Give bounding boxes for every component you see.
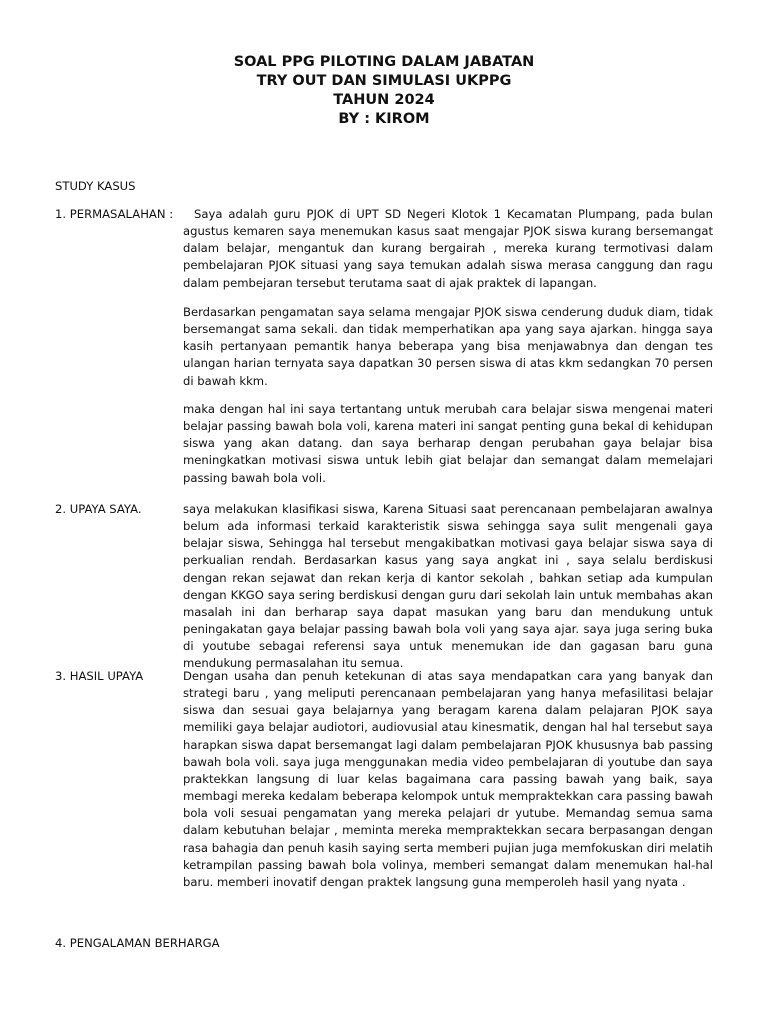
section-1-paragraph-1: Saya adalah guru PJOK di UPT SD Negeri Klotok 1 Kecamatan Plumpang, pada bulan agustus kemaren saya menemukan kasus saat mengajar PJOK siswa kurang bersemangat dalam belajar, mengantuk dan kurang bergairah , mereka kurang termotivasi dalam pembelajaran PJOK situasi yang saya temukan adalah siswa merasa canggung dan ragu dalam pembejaran tersebut terutama saat di ajak praktek di lapangan. <box>183 207 713 290</box>
study-case-heading: STUDY KASUS <box>55 179 136 193</box>
section-3-paragraph-1: Dengan usaha dan penuh ketekunan di atas saya mendapatkan cara yang banyak dan strategi baru , yang meliputi perencanaan pembelajaran yang hanya mefasilitasi belajar siswa dan sesuai gaya belajarnya yang beragam karena dalam pelajaran PJOK saya memiliki gaya belajar audiotori, audiovusial atau kinesmatik, dengan hal hal tersebut saya harapkan siswa dapat bersemangat lagi dalam pembelajaran PJOK khususnya bab passing bawah bola voli. saya juga menggunakan media video pembelajaran di youtube dan saya praktekkan langsung di luar kelas bagaimana cara passing bawah yang baik, saya membagi mereka kedalam beberapa kelompok untuk mempraktekkan cara passing bawah bola voli sesuai pengamatan yang mereka pelajari dr yutube. Memandag semua sama dalam kebutuhan belajar , meminta mereka mempraktekkan secara berpasangan dengan rasa bahagia dan penuh kasih saying serta memberi pujian juga memfokuskan diri melatih ketrampilan passing bawah bola volinya, memberi semangat dalam menemukan hal-hal baru. memberi inovatif dengan praktek langsung guna memperoleh hasil yang nyata . <box>183 669 713 889</box>
title-line-1: SOAL PPG PILOTING DALAM JABATAN <box>233 54 535 70</box>
title-line-2: TRY OUT DAN SIMULASI UKPPG <box>256 73 512 89</box>
section-2-paragraph-1: saya melakukan klasifikasi siswa, Karena Situasi saat perencanaan pembelajaran awalnya belum ada informasi terkaid karakteristik siswa sehingga saya sulit mengenali gaya belajar siswa, Sehingga hal tersebut mengakibatkan motivasi gaya belajar siswa saya di perkualian rendah. Berdasarkan kasus yang saya angkat ini , saya selalu berdiskusi dengan rekan sejawat dan rekan kerja di kantor sekolah , bahkan setiap ada kumpulan dengan KKGO saya sering berdiskusi dengan guru dari sekolah lain untuk membahas akan masalah ini dan berharap saya dapat masukan yang baru dan mendukung untuk peningakatan gaya belajar passing bawah bola voli yang saya ajar. saya juga sering buka di youtube sebagai referensi saya untuk menemukan ide dan gagasan baru guna mendukung permasalahan itu semua. <box>183 502 713 671</box>
section-1-paragraph-2: Berdasarkan pengamatan saya selama mengajar PJOK siswa cenderung duduk diam, tidak bersemangat sama sekali. dan tidak memperhatikan apa yang saya ajarkan. hingga saya kasih pertanyaan pemantik hanya beberapa yang bisa menjawabnya dan dengan tes ulangan harian ternyata saya dapatkan 30 persen siswa di atas kkm sedangkan 70 persen di bawah kkm. <box>183 305 713 388</box>
title-line-4: BY : KIROM <box>338 111 430 127</box>
section-3-label: 3. HASIL UPAYA <box>55 669 144 683</box>
section-2-label: 2. UPAYA SAYA. <box>55 502 142 516</box>
section-4-label: 4. PENGALAMAN BERHARGA <box>55 936 220 950</box>
document-title <box>0 53 768 129</box>
title-line-3: TAHUN 2024 <box>333 92 435 108</box>
section-1-paragraph-3: maka dengan hal ini saya tertantang untuk merubah cara belajar siswa mengenai materi belajar passing bawah bola voli, karena materi ini sangat penting guna bekal di kehidupan siswa yang akan datang. dan saya berharap dengan perubahan gaya belajar bisa meningkatkan motivasi siswa untuk lebih giat belajar dan semangat dalam memelajari passing bawah bola voli. <box>183 402 713 485</box>
section-1-label: 1. PERMASALAHAN : <box>55 207 174 221</box>
